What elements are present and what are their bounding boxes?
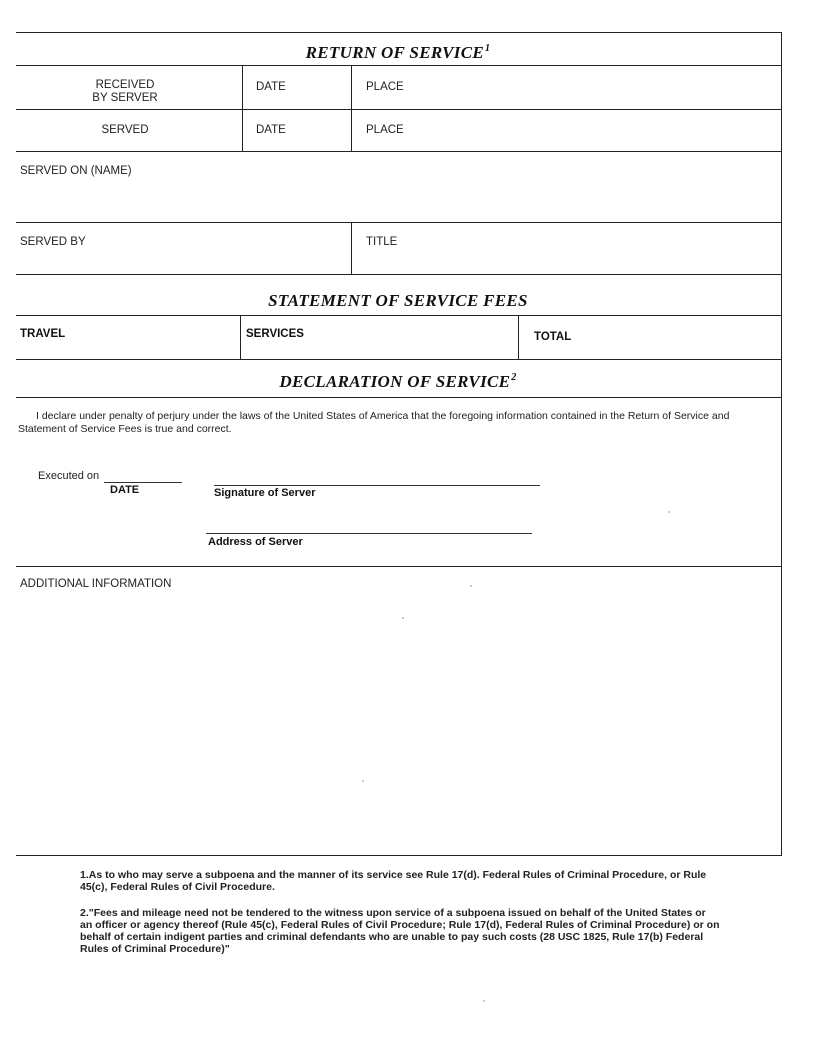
served-place-label: PLACE (366, 124, 404, 136)
declaration-footnote-mark: 2 (511, 372, 517, 384)
received-line2: BY SERVER (92, 92, 158, 104)
return-of-service-heading (16, 43, 780, 63)
total-label: TOTAL (534, 331, 572, 343)
divider-received-row (16, 109, 782, 110)
divider-col2-row1 (351, 65, 352, 151)
services-label: SERVICES (246, 328, 304, 340)
bottom-border (16, 855, 782, 856)
served-label: SERVED (101, 124, 149, 136)
scan-speck (402, 617, 404, 619)
divider-declaration (16, 566, 782, 567)
divider-fees-row (16, 359, 782, 360)
signature-label: Signature of Server (214, 487, 316, 499)
divider-served-by (16, 274, 782, 275)
signature-line (214, 485, 540, 486)
divider-servedby-title (351, 222, 352, 274)
address-line (206, 533, 532, 534)
top-border (16, 32, 782, 33)
travel-label: TRAVEL (20, 328, 66, 340)
return-of-service-heading-text: RETURN OF SERVICE (305, 43, 484, 62)
declaration-heading-text: DECLARATION OF SERVICE (279, 372, 511, 391)
date-label: DATE (110, 484, 140, 496)
divider-fees-heading (16, 315, 782, 316)
divider-services-total (518, 315, 519, 359)
divider-col1-row1 (242, 65, 243, 151)
footnote-1: 1.As to who may serve a subpoena and the manner of its service see Rule 17(d). Federal Rules of Criminal Procedure, or Rule 45(c), Federal Rules of Civil Procedure. (80, 869, 707, 893)
divider-declaration-heading (16, 397, 782, 398)
declaration-heading (16, 372, 780, 392)
title-label: TITLE (366, 236, 398, 248)
address-label: Address of Server (208, 536, 303, 548)
scan-speck (470, 585, 472, 587)
divider-travel-services (240, 315, 241, 359)
footnote-2: 2."Fees and mileage need not be tendered to the witness upon service of a subpoena issued on behalf of the United States or an officer or agency thereof (Rule 45(c), Federal Rules of Civil Procedure; Rule 17(d), Federal Rules of Criminal Procedure) or on behalf of certain indigent parties and criminal defendants who are unable to pay such costs (28 USC 1825, Rule 17(b) Federal Rules of Criminal Procedure)" (80, 907, 720, 955)
served-on-label: SERVED ON (NAME) (20, 165, 132, 177)
right-border (781, 32, 782, 856)
scan-speck (483, 1000, 485, 1002)
divider-return-heading (16, 65, 782, 66)
declaration-statement: I declare under penalty of perjury under the laws of the United States of America that the foregoing information contained in the Return of Service and Statement of Service Fees is true and correct. (18, 410, 730, 435)
executed-on-label: Executed on (38, 470, 100, 482)
service-fees-heading: STATEMENT OF SERVICE FEES (268, 291, 528, 310)
date-line (104, 482, 182, 483)
additional-information-label: ADDITIONAL INFORMATION (20, 578, 172, 590)
divider-served-row (16, 151, 782, 152)
served-by-label: SERVED BY (20, 236, 86, 248)
received-by-server-label (40, 79, 210, 105)
received-line1: RECEIVED (95, 79, 155, 91)
received-date-label: DATE (256, 81, 286, 93)
scan-speck (362, 780, 364, 782)
received-place-label: PLACE (366, 81, 404, 93)
divider-served-on (16, 222, 782, 223)
return-of-service-footnote-mark: 1 (485, 43, 491, 55)
served-date-label: DATE (256, 124, 286, 136)
scan-speck (668, 511, 670, 513)
